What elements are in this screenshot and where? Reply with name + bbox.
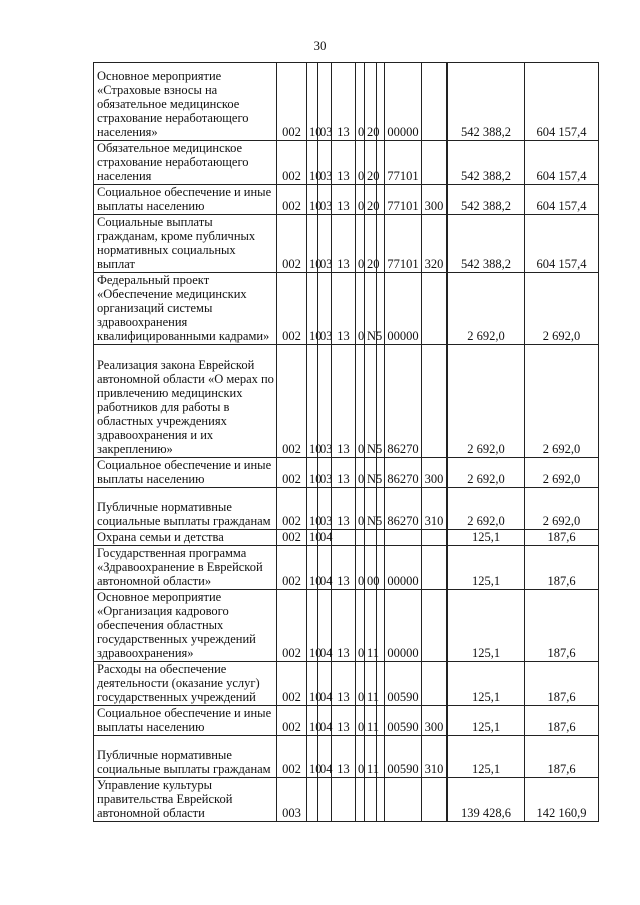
cell-y2: 604 157,4 — [525, 215, 599, 273]
cell-b — [356, 530, 365, 546]
cell-name: Социальное обеспечение и иные выплаты населению — [94, 458, 277, 488]
cell-y1: 2 692,0 — [448, 458, 525, 488]
cell-b: 0 — [356, 273, 365, 345]
cell-a: 13 — [332, 345, 356, 458]
cell-pr: 04 — [318, 590, 332, 662]
cell-vr — [422, 141, 447, 185]
cell-b — [356, 778, 365, 822]
cell-c: 20 — [365, 141, 377, 185]
cell-y1: 125,1 — [448, 662, 525, 706]
cell-a: 13 — [332, 546, 356, 590]
cell-y1: 125,1 — [448, 530, 525, 546]
cell-pr: 03 — [318, 273, 332, 345]
cell-c — [365, 778, 377, 822]
cell-rz: 10 — [307, 488, 318, 530]
cell-vr — [422, 273, 447, 345]
cell-name: Публичные нормативные социальные выплаты гражданам — [94, 488, 277, 530]
table-row — [94, 662, 599, 706]
cell-name: Социальное обеспечение и иные выплаты населению — [94, 185, 277, 215]
cell-name: Социальное обеспечение и иные выплаты населению — [94, 706, 277, 736]
cell-name: Государственная программа «Здравоохранение в Еврейской автономной области» — [94, 546, 277, 590]
cell-vr: 300 — [422, 706, 447, 736]
cell-a: 13 — [332, 458, 356, 488]
cell-a: 13 — [332, 706, 356, 736]
table-row — [94, 141, 599, 185]
table-row — [94, 706, 599, 736]
cell-d: 00590 — [385, 662, 422, 706]
cell-pr: 03 — [318, 488, 332, 530]
cell-y2: 187,6 — [525, 546, 599, 590]
cell-b: 0 — [356, 185, 365, 215]
cell-ved: 002 — [277, 488, 307, 530]
cell-y1: 125,1 — [448, 706, 525, 736]
table-row — [94, 273, 599, 345]
cell-rz: 10 — [307, 458, 318, 488]
cell-d: 77101 — [385, 215, 422, 273]
cell-ved: 002 — [277, 706, 307, 736]
cell-a: 13 — [332, 215, 356, 273]
cell-pr: 03 — [318, 141, 332, 185]
cell-y1: 542 388,2 — [448, 63, 525, 141]
cell-a: 13 — [332, 141, 356, 185]
cell-c — [365, 530, 377, 546]
cell-rz: 10 — [307, 273, 318, 345]
cell-pr — [318, 778, 332, 822]
cell-d — [385, 530, 422, 546]
table-row — [94, 590, 599, 662]
cell-a: 13 — [332, 736, 356, 778]
cell-b: 0 — [356, 662, 365, 706]
cell-d: 77101 — [385, 185, 422, 215]
cell-ved: 002 — [277, 458, 307, 488]
cell-a — [332, 778, 356, 822]
cell-y1: 125,1 — [448, 546, 525, 590]
cell-d — [385, 778, 422, 822]
table-row — [94, 546, 599, 590]
cell-b: 0 — [356, 706, 365, 736]
table-body — [94, 63, 599, 822]
cell-ved: 002 — [277, 590, 307, 662]
cell-y2: 187,6 — [525, 736, 599, 778]
page-number: 30 — [313, 38, 327, 53]
cell-ved: 002 — [277, 63, 307, 141]
cell-y1: 2 692,0 — [448, 488, 525, 530]
budget-table — [93, 62, 599, 822]
cell-d: 77101 — [385, 141, 422, 185]
cell-pr: 03 — [318, 458, 332, 488]
cell-a: 13 — [332, 185, 356, 215]
cell-rz: 10 — [307, 63, 318, 141]
cell-vr — [422, 590, 447, 662]
cell-y1: 139 428,6 — [448, 778, 525, 822]
cell-b: 0 — [356, 63, 365, 141]
cell-pr: 04 — [318, 546, 332, 590]
cell-ved: 002 — [277, 141, 307, 185]
cell-y1: 2 692,0 — [448, 273, 525, 345]
cell-pr: 03 — [318, 215, 332, 273]
cell-name: Управление культуры правительства Еврейской автономной области — [94, 778, 277, 822]
cell-ved: 002 — [277, 546, 307, 590]
cell-ved: 002 — [277, 736, 307, 778]
cell-d: 00000 — [385, 63, 422, 141]
cell-name: Основное мероприятие «Страховые взносы на обязательное медицинское страхование неработающего населения» — [94, 63, 277, 141]
cell-c: N5 — [365, 345, 377, 458]
cell-vr: 310 — [422, 488, 447, 530]
cell-name: Федеральный проект «Обеспечение медицинских организаций системы здравоохранения квалифицированными кадрами» — [94, 273, 277, 345]
cell-vr — [422, 662, 447, 706]
cell-pr: 03 — [318, 185, 332, 215]
cell-a: 13 — [332, 590, 356, 662]
table-row — [94, 185, 599, 215]
cell-y2: 187,6 — [525, 662, 599, 706]
cell-b: 0 — [356, 458, 365, 488]
cell-d: 00000 — [385, 546, 422, 590]
cell-name: Публичные нормативные социальные выплаты гражданам — [94, 736, 277, 778]
cell-ved: 002 — [277, 662, 307, 706]
cell-spacer — [377, 778, 385, 822]
cell-spacer — [377, 530, 385, 546]
cell-vr — [422, 546, 447, 590]
table-row — [94, 345, 599, 458]
cell-y1: 542 388,2 — [448, 215, 525, 273]
cell-b: 0 — [356, 546, 365, 590]
cell-a: 13 — [332, 662, 356, 706]
cell-b: 0 — [356, 215, 365, 273]
table-row — [94, 215, 599, 273]
cell-rz: 10 — [307, 662, 318, 706]
cell-c: 20 — [365, 185, 377, 215]
table-row — [94, 458, 599, 488]
cell-ved: 002 — [277, 215, 307, 273]
cell-ved: 002 — [277, 530, 307, 546]
cell-y1: 542 388,2 — [448, 185, 525, 215]
cell-name: Основное мероприятие «Организация кадрового обеспечения областных государственных учреждений здравоохранения» — [94, 590, 277, 662]
cell-rz: 10 — [307, 590, 318, 662]
cell-c: 11 — [365, 590, 377, 662]
cell-b: 0 — [356, 488, 365, 530]
cell-y2: 604 157,4 — [525, 141, 599, 185]
cell-name: Реализация закона Еврейской автономной области «О мерах по привлечению медицинских работников для работы в областных учреждениях здравоохранения и их закреплению» — [94, 345, 277, 458]
cell-vr — [422, 345, 447, 458]
cell-ved: 003 — [277, 778, 307, 822]
cell-d: 00000 — [385, 590, 422, 662]
cell-a — [332, 530, 356, 546]
cell-spacer — [377, 345, 385, 458]
cell-c: N5 — [365, 458, 377, 488]
cell-b: 0 — [356, 590, 365, 662]
cell-a: 13 — [332, 273, 356, 345]
cell-rz: 10 — [307, 736, 318, 778]
cell-y1: 2 692,0 — [448, 345, 525, 458]
cell-y1: 125,1 — [448, 736, 525, 778]
table-row — [94, 63, 599, 141]
cell-y2: 2 692,0 — [525, 273, 599, 345]
table-row — [94, 488, 599, 530]
cell-rz: 10 — [307, 706, 318, 736]
cell-pr: 04 — [318, 530, 332, 546]
cell-rz: 10 — [307, 215, 318, 273]
cell-a: 13 — [332, 63, 356, 141]
cell-c: 00 — [365, 546, 377, 590]
cell-d: 00590 — [385, 706, 422, 736]
cell-vr — [422, 63, 447, 141]
cell-pr: 03 — [318, 345, 332, 458]
cell-vr: 310 — [422, 736, 447, 778]
cell-rz: 10 — [307, 546, 318, 590]
cell-c: 11 — [365, 662, 377, 706]
cell-d: 86270 — [385, 458, 422, 488]
cell-pr: 04 — [318, 706, 332, 736]
cell-name: Обязательное медицинское страхование неработающего населения — [94, 141, 277, 185]
cell-b: 0 — [356, 345, 365, 458]
cell-rz: 10 — [307, 530, 318, 546]
cell-y2: 604 157,4 — [525, 185, 599, 215]
cell-y2: 187,6 — [525, 706, 599, 736]
cell-name: Охрана семьи и детства — [94, 530, 277, 546]
table-row — [94, 778, 599, 822]
cell-rz: 10 — [307, 185, 318, 215]
cell-c: 11 — [365, 736, 377, 778]
cell-y1: 125,1 — [448, 590, 525, 662]
cell-a: 13 — [332, 488, 356, 530]
cell-y1: 542 388,2 — [448, 141, 525, 185]
cell-pr: 04 — [318, 662, 332, 706]
table-row — [94, 530, 599, 546]
cell-vr — [422, 530, 447, 546]
cell-y2: 2 692,0 — [525, 488, 599, 530]
cell-y2: 2 692,0 — [525, 345, 599, 458]
cell-vr: 300 — [422, 458, 447, 488]
cell-pr: 04 — [318, 736, 332, 778]
cell-b: 0 — [356, 736, 365, 778]
cell-ved: 002 — [277, 345, 307, 458]
cell-d: 00590 — [385, 736, 422, 778]
table-row — [94, 736, 599, 778]
cell-vr: 320 — [422, 215, 447, 273]
cell-d: 86270 — [385, 345, 422, 458]
cell-y2: 2 692,0 — [525, 458, 599, 488]
cell-c: 20 — [365, 63, 377, 141]
cell-name: Социальные выплаты гражданам, кроме публичных нормативных социальных выплат — [94, 215, 277, 273]
cell-b: 0 — [356, 141, 365, 185]
cell-y2: 187,6 — [525, 590, 599, 662]
cell-pr: 03 — [318, 63, 332, 141]
cell-vr: 300 — [422, 185, 447, 215]
cell-d: 00000 — [385, 273, 422, 345]
cell-y2: 187,6 — [525, 530, 599, 546]
cell-rz — [307, 778, 318, 822]
cell-rz: 10 — [307, 345, 318, 458]
cell-rz: 10 — [307, 141, 318, 185]
cell-y2: 142 160,9 — [525, 778, 599, 822]
cell-name: Расходы на обеспечение деятельности (оказание услуг) государственных учреждений — [94, 662, 277, 706]
cell-c: 20 — [365, 215, 377, 273]
cell-c: 11 — [365, 706, 377, 736]
cell-y2: 604 157,4 — [525, 63, 599, 141]
cell-vr — [422, 778, 447, 822]
cell-c: N5 — [365, 488, 377, 530]
cell-ved: 002 — [277, 185, 307, 215]
cell-ved: 002 — [277, 273, 307, 345]
cell-d: 86270 — [385, 488, 422, 530]
cell-c: N5 — [365, 273, 377, 345]
